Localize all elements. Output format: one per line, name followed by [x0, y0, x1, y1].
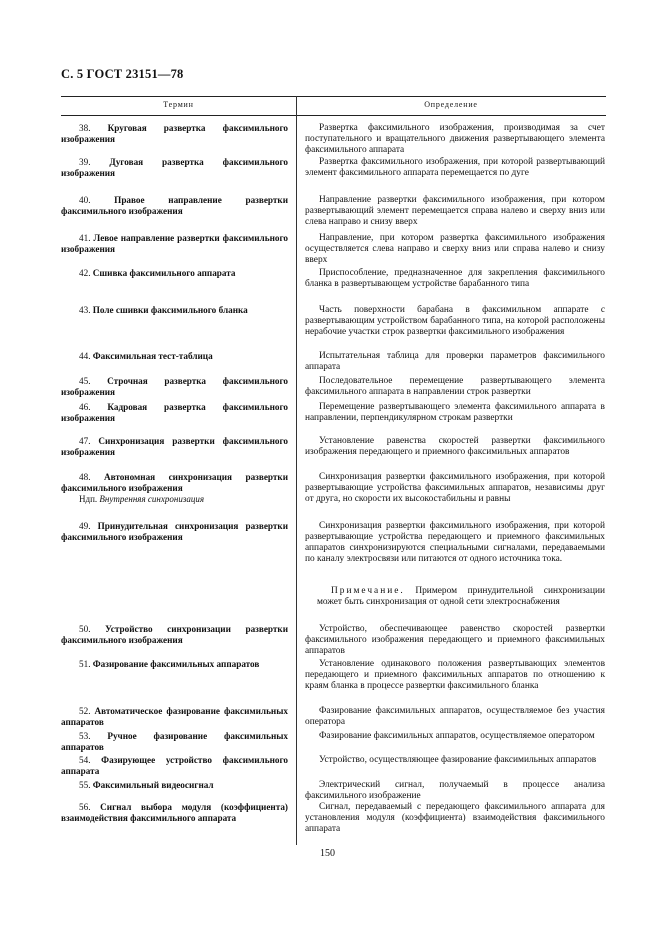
note-label: Примечание.: [331, 586, 405, 596]
term-text: Фазирование факсимильных аппаратов: [92, 659, 260, 669]
page-header: С. 5 ГОСТ 23151—78: [61, 67, 184, 81]
term-text: Сшивка факсимильного аппарата: [92, 268, 236, 278]
term-cell: [61, 351, 288, 362]
term-number: 38.: [79, 123, 91, 133]
term-number: 40.: [79, 195, 91, 205]
deprecated-term-text: Внутренняя синхронизация: [99, 493, 205, 504]
term-number: 54.: [79, 755, 91, 765]
term-text: Факсимильный видеосигнал: [92, 780, 214, 790]
definition-cell: Последовательное перемещение развертывающего элемента факсимильного аппарата в направлении строк развертки: [305, 376, 605, 397]
term-cell: [61, 706, 288, 728]
term-text: Факсимильная тест-таблица: [92, 351, 213, 361]
term-text: Поле сшивки факсимильного бланка: [92, 305, 248, 315]
term-text: Синхронизация развертки факсимильного изображения: [61, 436, 288, 457]
term-number: 42.: [79, 268, 91, 278]
term-cell: [61, 195, 288, 217]
term-number: 45.: [79, 376, 91, 386]
page-number: 150: [320, 848, 335, 859]
term-cell: [61, 780, 288, 791]
term-number: 55.: [79, 780, 91, 790]
definition-cell: Устройство, обеспечивающее равенство скоростей развертки факсимильного изображения передающего и приемного факсимильных аппаратов: [305, 624, 605, 656]
term-cell: [61, 521, 288, 543]
term-cell: [61, 472, 288, 504]
term-number: 53.: [79, 731, 91, 741]
term-cell: [61, 305, 288, 316]
term-text: Кадровая развертка факсимильного изображения: [61, 402, 288, 423]
term-cell: [61, 624, 288, 646]
table-header: [61, 96, 606, 116]
term-cell: [61, 123, 288, 145]
term-text: Ручное фазирование факсимильных аппаратов: [61, 731, 289, 752]
term-text: Принудительная синхронизация развертки факсимильного изображения: [61, 521, 288, 542]
term-cell: [61, 376, 288, 398]
deprecated-prefix: Ндп.: [79, 493, 98, 504]
term-number: 47.: [79, 436, 91, 446]
term-text: Фазирующее устройство факсимильного аппарата: [61, 755, 288, 776]
term-number: 46.: [79, 402, 91, 412]
deprecated-term: [61, 494, 288, 505]
term-text: Левое направление развертки факсимильного изображения: [61, 233, 288, 254]
term-text: Круговая развертка факсимильного изображения: [61, 123, 288, 144]
definition-cell: Фазирование факсимильных аппаратов, осуществляемое без участия оператора: [305, 706, 605, 727]
term-text: Устройство синхронизации развертки факсимильного изображения: [61, 624, 288, 645]
term-number: 39.: [79, 157, 91, 167]
term-cell: [61, 755, 288, 777]
term-cell: [61, 731, 288, 753]
definition-cell: Установление равенства скоростей развертки факсимильного изображения передающего и приемного факсимильных аппаратов: [305, 436, 605, 457]
definition-cell: Развертка факсимильного изображения, производимая за счет поступательного и вращательного движения развертывающего элемента факсимильного аппарата: [305, 123, 605, 155]
term-number: 56.: [79, 802, 91, 812]
column-header-term: Термин: [163, 100, 194, 109]
definition-cell: Устройство, осуществляющее фазирование факсимильных аппаратов: [319, 755, 597, 765]
column-divider: [296, 96, 297, 845]
definition-note: [317, 586, 605, 608]
term-text: Сигнал выбора модуля (коэффициента) взаимодействия факсимильного аппарата: [61, 802, 288, 823]
definition-cell: Установление одинакового положения развертывающих элементов передающего и приемного факсимильных аппаратов по отношению к краям бланка в процессе развертки факсимильного бланка: [305, 659, 605, 691]
column-header-definition: Определение: [424, 100, 478, 109]
term-number: 41.: [79, 233, 91, 243]
term-number: 50.: [79, 624, 91, 634]
term-number: 52.: [79, 706, 91, 716]
definition-cell: Синхронизация развертки факсимильного изображения, при которой развертывающие устройства факсимильных аппаратов, независимы друг от друга, но скорости их высокостабильны и равны: [305, 472, 605, 504]
term-cell: [61, 436, 288, 458]
term-number: 49.: [79, 521, 91, 531]
definition-cell: Сигнал, передаваемый с передающего факсимильного аппарата для установления модуля (коэффициента) взаимодействия факсимильного аппарата: [305, 802, 605, 834]
definition-cell: Синхронизация развертки факсимильного изображения, при которой развертывающие устройства передающего и приемного факсимильных аппаратов синхронизируются специальными сигналами, передаваемыми по каналу электросвязи или питаются от одного источника тока.: [305, 521, 605, 564]
definition-cell: Перемещение развертывающего элемента факсимильного аппарата в направлении, перпендикулярном строкам развертки: [305, 402, 605, 423]
term-number: 48.: [79, 472, 91, 482]
term-text: Дуговая развертка факсимильного изображения: [61, 157, 289, 178]
term-cell: [61, 659, 288, 670]
definition-cell: Фазирование факсимильных аппаратов, осуществляемое оператором: [319, 731, 595, 741]
term-text: Строчная развертка факсимильного изображения: [61, 376, 289, 397]
term-cell: [61, 233, 288, 255]
definition-cell: Часть поверхности барабана в факсимильном аппарате с развертывающим устройством барабанного типа, на которой расположены нерабочие участки строк развертки факсимильного изображения: [305, 305, 605, 337]
term-cell: [61, 802, 288, 824]
term-text: Правое направление развертки факсимильного изображения: [61, 195, 288, 216]
term-cell: [61, 157, 288, 179]
term-text: Автоматическое фазирование факсимильных аппаратов: [61, 706, 288, 727]
term-cell: [61, 268, 288, 279]
definition-cell: Направление развертки факсимильного изображения, при котором развертывающий элемент перемещается справа налево и сверху вниз или слева направо и снизу вверх: [305, 195, 605, 227]
definition-cell: Направление, при котором развертка факсимильного изображения осуществляется слева направо и сверху вниз или справа налево и снизу вверх: [305, 233, 605, 265]
term-number: 43.: [79, 305, 91, 315]
term-number: 44.: [79, 351, 91, 361]
term-number: 51.: [79, 659, 91, 669]
definition-cell: Приспособление, предназначенное для закрепления факсимильного бланка в развертывающем устройстве барабанного типа: [305, 268, 605, 289]
definition-cell: Испытательная таблица для проверки параметров факсимильного аппарата: [305, 351, 605, 372]
term-cell: [61, 402, 288, 424]
definition-cell: Развертка факсимильного изображения, при которой развертывающий элемент факсимильного аппарата перемещается по дуге: [305, 157, 605, 178]
term-text: Автономная синхронизация развертки факсимильного изображения: [61, 472, 288, 493]
note-text: Примером принудительной синхронизации может быть синхронизация от одной сети электроснабжения: [317, 586, 605, 607]
definition-cell: Электрический сигнал, получаемый в процессе анализа факсимильного изображение: [305, 780, 605, 801]
